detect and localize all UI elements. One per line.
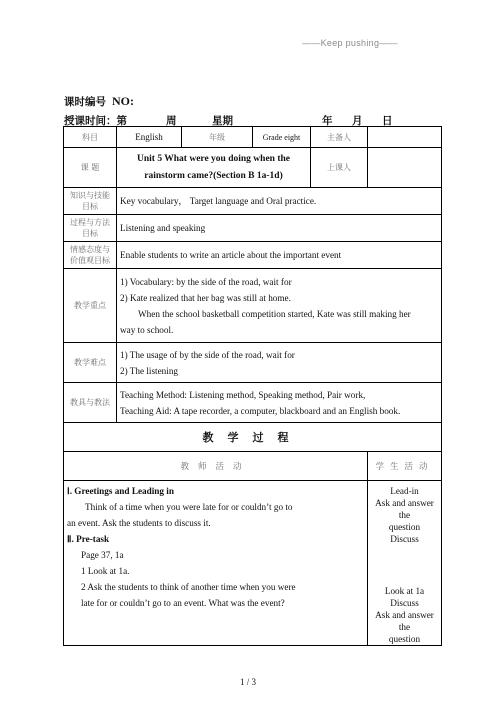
step-2-item-2b: late for or couldn’t go to an event. What was the event? [81, 598, 285, 608]
student-leadin: Lead-in [390, 486, 419, 496]
difficult-points-row [64, 343, 442, 383]
key-points-row [64, 269, 442, 343]
grade-value: Grade eight [253, 127, 311, 148]
student-ask-1: Ask and answer the [375, 498, 434, 520]
day-label: 日 [382, 115, 393, 127]
teacher-activity-header: 教师活动 [64, 452, 368, 481]
student-question-2: question [388, 634, 421, 644]
header-motto: ——Keep pushing—— [302, 38, 398, 48]
student-discuss-1: Discuss [390, 534, 419, 544]
method-label: 教具与教法 [64, 383, 117, 423]
student-ask-2: Ask and answer the [375, 610, 434, 632]
lesson-number-line [64, 94, 134, 109]
month-label: 月 [352, 115, 363, 127]
goal-process-label [64, 215, 117, 242]
year-label: 年 [322, 115, 333, 127]
grade-label: 年级 [182, 127, 253, 148]
student-look: Look at 1a [384, 586, 425, 596]
difficult-point-1: 1) The usage of by the side of the road, wait for [120, 349, 295, 360]
step-2-title: Ⅱ. Pre-task [67, 534, 110, 544]
subject-row [64, 127, 442, 148]
process-title-row [64, 423, 442, 452]
key-points-value [117, 269, 442, 343]
topic-value [117, 148, 311, 188]
student-question-1: question [388, 522, 421, 532]
student-activities [368, 481, 442, 646]
goal-process-label-1: 过程与方法 [70, 218, 110, 227]
method-value [117, 383, 442, 423]
goal-knowledge-value: Key vocabulary， Target language and Oral practice. [117, 188, 442, 215]
teacher-activities [64, 481, 368, 646]
teacher-label: 上课人 [311, 148, 368, 188]
topic-label: 课 题 [64, 148, 117, 188]
goal-attitude-label-1: 情感态度与 [70, 245, 110, 254]
difficult-points-label: 教学难点 [64, 343, 117, 383]
goal-knowledge-row [64, 188, 442, 215]
step-2-item-2a: 2 Ask the students to think of another time when you were [81, 582, 296, 592]
topic-line-1: Unit 5 What were you doing when the [137, 153, 290, 164]
step-2-item-1: 1 Look at 1a. [81, 566, 130, 576]
process-title: 教学过程 [64, 423, 442, 452]
student-discuss-2: Discuss [390, 598, 419, 608]
weekday-label: 星期 [212, 115, 233, 127]
step-2-page: Page 37, 1a [81, 550, 124, 560]
step-1-title: Ⅰ. Greetings and Leading in [67, 486, 174, 496]
method-row [64, 383, 442, 423]
key-points-label: 教学重点 [64, 269, 117, 343]
time-label: 授课时间：第 [64, 115, 127, 127]
goal-attitude-label [64, 242, 117, 269]
key-point-4: way to school. [120, 324, 174, 335]
goal-process-label-2: 目标 [82, 229, 98, 238]
lesson-number-label: 课时编号 [64, 96, 106, 108]
goal-knowledge-label [64, 188, 117, 215]
key-point-3: When the school basketball competition started, Kate was still making her [138, 308, 411, 319]
step-1-text-a: Think of a time when you were late for or couldn’t go to [85, 502, 293, 512]
difficult-point-2: 2) The listening [120, 365, 179, 376]
process-content-row [64, 481, 442, 646]
goal-attitude-row [64, 242, 442, 269]
goal-attitude-value: Enable students to write an article about the important event [117, 242, 442, 269]
preparer-label: 主备人 [311, 127, 368, 148]
subject-label: 科目 [64, 127, 117, 148]
step-1-text-b: an event. Ask the students to discuss it. [67, 518, 211, 528]
activity-header-row [64, 452, 442, 481]
topic-row [64, 148, 442, 188]
goal-process-row [64, 215, 442, 242]
teaching-aid: Teaching Aid: A tape recorder, a computer, blackboard and an English book. [120, 405, 401, 416]
teaching-method: Teaching Method: Listening method, Speaking method, Pair work, [120, 389, 366, 400]
goal-attitude-label-2: 价值观目标 [70, 256, 110, 265]
preparer-value [368, 127, 442, 148]
topic-line-2: rainstorm came?(Section B 1a-1d) [144, 170, 283, 181]
key-point-2: 2) Kate realized that her bag was still at home. [120, 292, 291, 303]
difficult-points-value [117, 343, 442, 383]
goal-knowledge-label-2: 目标 [82, 202, 98, 211]
student-activity-header: 学生活动 [368, 452, 442, 481]
subject-value: English [117, 127, 182, 148]
teacher-value [368, 148, 442, 188]
lesson-number-value: NO: [112, 94, 134, 108]
goal-knowledge-label-1: 知识与技能 [70, 191, 110, 200]
goal-process-value: Listening and speaking [117, 215, 442, 242]
key-point-1: 1) Vocabulary: by the side of the road, wait for [120, 276, 292, 287]
page-number: 1 / 3 [239, 677, 256, 687]
lesson-plan-table [63, 126, 442, 646]
week-label: 周 [166, 115, 177, 127]
